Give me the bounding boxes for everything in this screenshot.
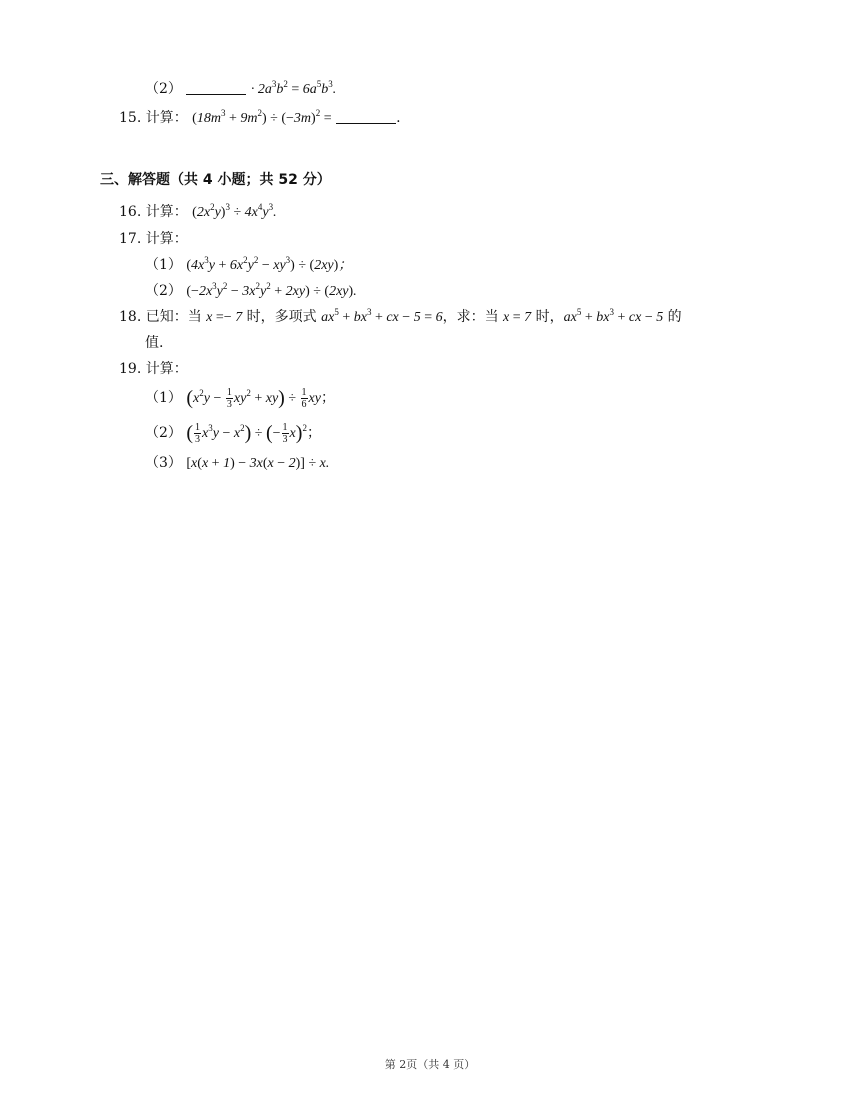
q18-continued: 值. (145, 335, 164, 351)
q18: 18. 已知：当 x =− 7 时，多项式 $ax^5 + bx^3$ + cx − 5 = 6，求：当 x = 7 时，$ax^5 + bx^3$ + cx − 5 的 (119, 307, 682, 325)
question-number: 18. (119, 309, 142, 325)
question-number: 17. (119, 231, 142, 247)
calc-label: 计算： (145, 204, 188, 220)
q15: 15. 计算： $(18m^3 + 9m^2) \div (-3m)^2$ = . (119, 108, 401, 126)
question-number: 15. (119, 110, 142, 126)
sub-label: （2） (145, 283, 182, 299)
q18-text: 时， (535, 309, 564, 325)
calc-label: 计算： (145, 231, 188, 247)
answer-blank (186, 80, 246, 95)
q18-text: 已知：当 (145, 309, 202, 325)
question-number: 19. (119, 361, 142, 377)
q19-part3: （3） [x(x + 1) − 3x(x − 2)] ÷ x. (145, 455, 330, 471)
answer-blank (336, 109, 396, 124)
q18-text: 的 (667, 309, 682, 325)
sub-label: （3） (145, 455, 182, 471)
sub-label: （2） (145, 81, 182, 97)
sub-label: （1） (145, 257, 182, 273)
q14-part2: $(2) \cdot 2a^3b^2 = 6a^5b^3$. (145, 79, 337, 97)
q18-text: 时，多项式 (246, 309, 317, 325)
q19 (119, 358, 188, 380)
calc-label: 计算： (145, 110, 188, 126)
q16: 16. 计算： $(2x^2y)^3 \div 4x^4y^3$. (119, 202, 277, 220)
q19-part1: （1） ($x^2y$ − $\frac{1}{3}$ $xy^2 + xy$) ÷ $\frac{1}{6}$ xy； (145, 387, 335, 411)
sub-label: （2） (145, 425, 182, 441)
question-number: 16. (119, 204, 142, 220)
q19-part2: （2） ( $\frac{1}{3}$ $x^3y - x^2$) ÷ (− $\frac{1}{3}$ x)$^2$； (145, 422, 321, 446)
q17-part2: （2） $(-2x^3y^2 - 3x^2y^2 + 2xy) \div (2xy)$. (145, 281, 357, 299)
calc-label: 计算： (145, 361, 188, 377)
q17-part1: （1） $(4x^3y + 6x^2y^2 - xy^3) \div (2xy)$； (145, 255, 353, 273)
q17 (119, 228, 188, 250)
sub-label: （1） (145, 390, 182, 406)
q18-text: ，求：当 (442, 309, 499, 325)
section-heading: 三、解答题（共 4 小题；共 52 分） (100, 172, 331, 188)
page-footer: 第 2页（共 4 页） (384, 1058, 476, 1071)
